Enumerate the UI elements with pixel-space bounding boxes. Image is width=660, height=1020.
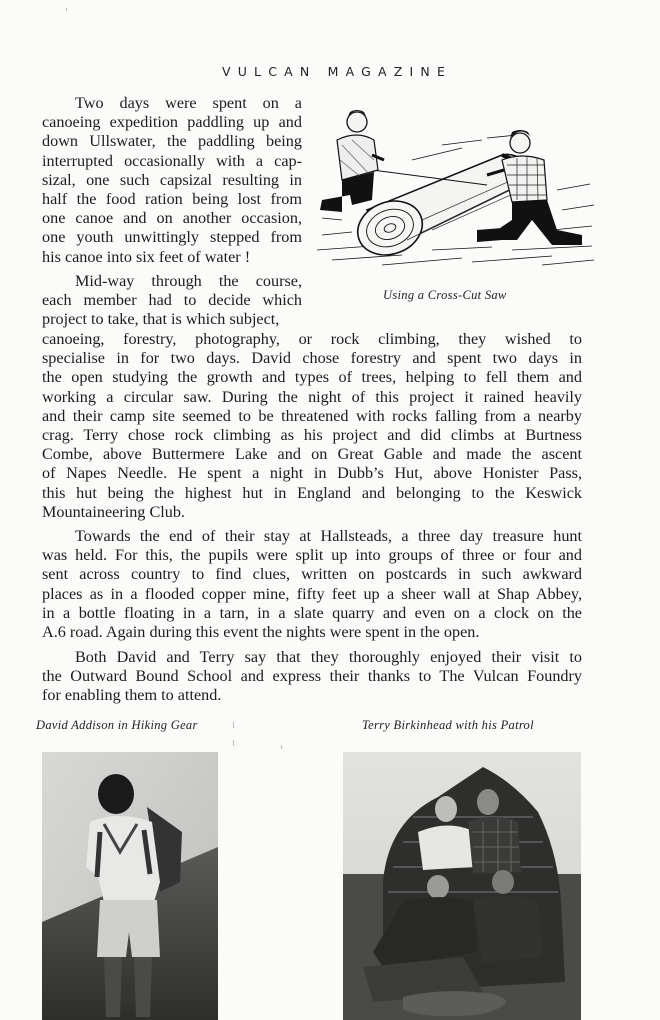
text-line: the Outward Bound School and express their thanks to The Vulcan Foundry — [42, 667, 582, 686]
photo-caption-terry: Terry Birkinhead with his Patrol — [362, 718, 534, 732]
paragraph-canoeing — [42, 94, 302, 267]
photo-david-hiking — [42, 752, 218, 1020]
text-line: this hut being the highest hut in England and belonging to the Keswick — [42, 483, 582, 502]
figure-caption-saw: Using a Cross-Cut Saw — [383, 288, 507, 302]
running-head: VULCAN MAGAZINE — [221, 64, 453, 79]
text-line: half the food ration being lost from — [42, 190, 302, 209]
text-line: each member had to decide which — [42, 291, 302, 310]
text-line: crag. Terry chose rock climbing as his project and did climbs at Burtness — [42, 426, 582, 445]
text-line: Towards the end of their stay at Hallsteads, a three day treasure hunt — [75, 527, 582, 545]
text-line: was held. For this, the pupils were split up into groups of three or four and — [42, 546, 582, 565]
text-line: for enabling them to attend. — [42, 686, 222, 705]
text-line: project to take, that is which subject, — [42, 310, 280, 329]
text-line: canoeing expedition paddling up and — [42, 113, 302, 132]
text-line: in a bottle floating in a tarn, in a slate quarry and even on a clock on the — [42, 603, 582, 622]
photo-caption-david: David Addison in Hiking Gear — [36, 718, 198, 732]
scan-speck — [281, 745, 282, 749]
text-line: Mountaineering Club. — [42, 502, 185, 521]
text-line: Combe, above Buttermere Lake and on Great Gable and made the ascent — [42, 445, 582, 464]
text-line: his canoe into six feet of water ! — [42, 247, 251, 266]
text-line: of Napes Needle. He spent a night in Dubb’s Hut, above Honister Pass, — [42, 464, 582, 483]
text-line: Mid-way through the course, — [75, 272, 302, 290]
paragraph-projects — [42, 330, 582, 522]
scan-speck — [233, 740, 234, 746]
paragraph-thanks — [42, 648, 582, 706]
text-line: sizal, one such capsizal resulting in — [42, 170, 302, 189]
text-line: Both David and Terry say that they thoroughly enjoyed their visit to — [75, 648, 582, 666]
photo-terry-patrol — [343, 752, 581, 1020]
scan-speck — [66, 8, 67, 11]
text-line: working a circular saw. During the night of this project it rained heavily — [42, 387, 582, 406]
text-line: Two days were spent on a — [75, 94, 302, 112]
text-line: places as in a flooded copper mine, fifty feet up a sheer wall at Shap Abbey, — [42, 584, 582, 603]
text-line: one canoe and on another occasion, — [42, 209, 302, 228]
scan-speck — [233, 722, 234, 728]
text-line: one youth unwittingly stepped from — [42, 228, 302, 247]
cross-cut-saw-illustration — [312, 100, 597, 270]
text-line: down Ullswater, the paddling being — [42, 132, 302, 151]
text-line: and their camp site seemed to be threatened with rocks falling from a nearby — [42, 406, 582, 425]
paragraph-treasure-hunt — [42, 527, 582, 642]
text-line: A.6 road. Again during this event the nights were spent in the open. — [42, 623, 480, 642]
kneeling-man-left-icon — [320, 110, 384, 212]
text-line: canoeing, forestry, photography, or rock climbing, they wished to — [42, 330, 582, 348]
paragraph-projects-intro — [42, 272, 302, 330]
text-line: interrupted occasionally with a cap- — [42, 151, 302, 170]
text-line: sent across country to find clues, written on postcards in such awkward — [42, 565, 582, 584]
text-line: specialise in for two days. David chose forestry and spent two days in — [42, 349, 582, 368]
text-line: the open studying the growth and types of trees, helping to fell them and — [42, 368, 582, 387]
